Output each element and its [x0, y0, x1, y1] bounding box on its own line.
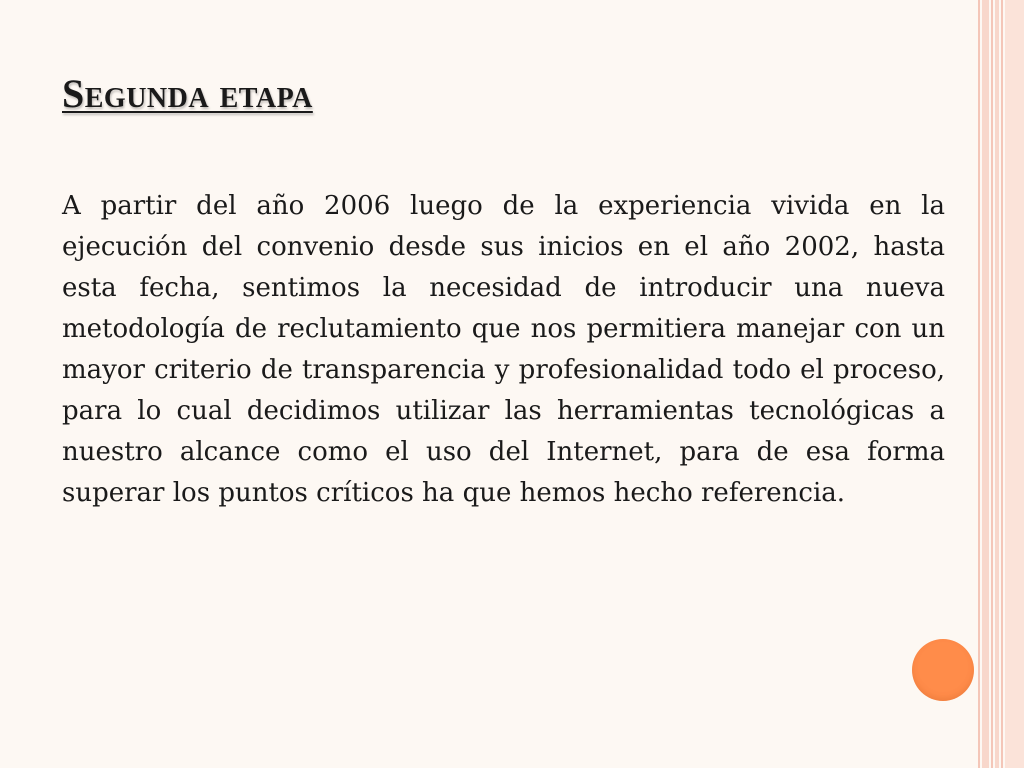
decorative-stripe — [982, 0, 989, 768]
decorative-stripe — [978, 0, 980, 768]
decorative-stripe — [995, 0, 999, 768]
slide-title: Segunda etapa — [62, 71, 313, 116]
decorative-stripe — [991, 0, 993, 768]
decorative-stripe — [1001, 0, 1003, 768]
decorative-stripe — [1005, 0, 1024, 768]
slide-body-text: A partir del año 2006 luego de la experiencia vivida en la ejecución del convenio desde sus inicios en el año 2002, hasta esta fecha, sentimos la necesidad de introducir una nueva metodología de reclutamiento que nos permitiera manejar con un mayor criterio de transparencia y profesionalidad todo el proceso, para lo cual decidimos utilizar las herramientas tecnológicas a nuestro alcance como el uso del Internet, para de esa forma superar los puntos críticos ha que hemos hecho referencia. — [62, 191, 945, 508]
decorative-circle — [912, 639, 974, 701]
